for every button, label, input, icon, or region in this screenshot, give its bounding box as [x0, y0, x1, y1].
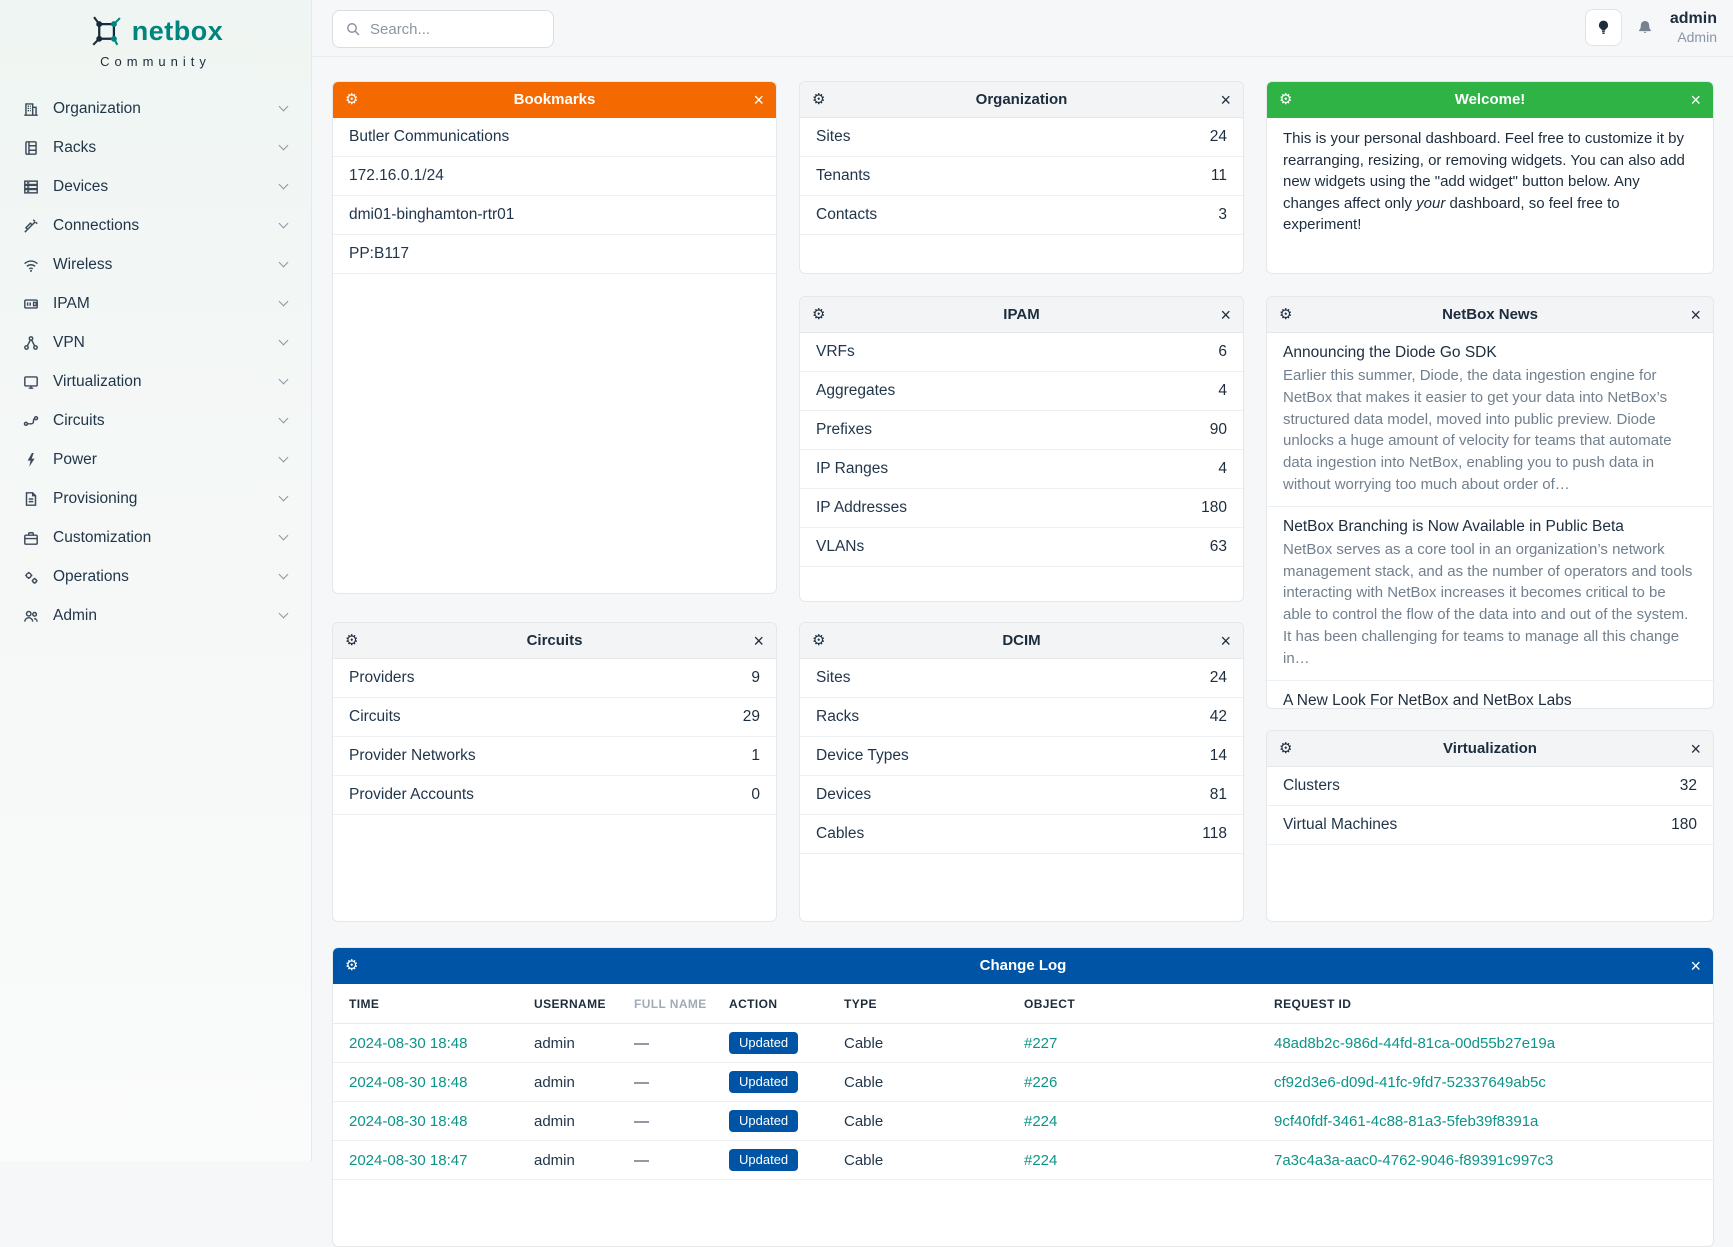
chevron-down-icon [279, 180, 289, 190]
stat-label: Virtual Machines [1283, 816, 1397, 834]
sidebar-nav [0, 89, 311, 635]
changelog-action [729, 1032, 844, 1054]
sidebar-item-label: IPAM [53, 295, 280, 313]
stat-row[interactable] [800, 776, 1243, 815]
stat-row[interactable] [333, 776, 776, 815]
ipam-widget [799, 296, 1244, 602]
ipam-widget-header [800, 297, 1243, 333]
racks-icon [22, 139, 40, 157]
widget-title: Organization [800, 91, 1243, 108]
stat-value[interactable]: 11 [1211, 167, 1227, 185]
close-icon[interactable]: × [1690, 957, 1701, 975]
stat-row[interactable] [800, 659, 1243, 698]
sidebar-item-virtualization[interactable] [0, 362, 311, 401]
widget-title: Circuits [333, 632, 776, 649]
stat-label: Tenants [816, 167, 870, 185]
chevron-down-icon [279, 297, 289, 307]
ipam-icon [22, 295, 40, 313]
stat-label: Sites [816, 128, 850, 146]
vpn-icon [22, 334, 40, 352]
changelog-object-link[interactable]: #227 [1024, 1035, 1274, 1052]
changelog-type: Cable [844, 1152, 1024, 1169]
sidebar-item-label: Power [53, 451, 280, 469]
stat-row[interactable] [800, 450, 1243, 489]
sidebar-item-vpn[interactable] [0, 323, 311, 362]
stat-value[interactable]: 4 [1218, 382, 1227, 400]
stat-value[interactable]: 14 [1210, 747, 1227, 765]
sidebar-item-label: Devices [53, 178, 280, 196]
organization-widget-header [800, 82, 1243, 118]
devices-icon [22, 178, 40, 196]
bookmark-item[interactable]: PP:B117 [333, 235, 776, 274]
sidebar-item-label: Connections [53, 217, 280, 235]
column-header-full-name: FULL NAME [634, 997, 729, 1011]
username: admin [1670, 10, 1717, 28]
stat-row[interactable] [1267, 806, 1713, 845]
widget-title: Welcome! [1267, 91, 1713, 108]
stat-label: Prefixes [816, 421, 872, 439]
sidebar-item-operations[interactable] [0, 557, 311, 596]
stat-row[interactable] [800, 118, 1243, 157]
welcome-italic-word: your [1416, 195, 1445, 212]
chevron-down-icon [279, 102, 289, 112]
close-icon[interactable]: × [1690, 91, 1701, 109]
stat-row[interactable] [800, 372, 1243, 411]
column-header-object: OBJECT [1024, 997, 1274, 1011]
close-icon[interactable]: × [1220, 91, 1231, 109]
stat-value[interactable]: 0 [751, 786, 760, 804]
gear-icon[interactable]: ⚙ [1279, 741, 1292, 756]
changelog-widget [332, 947, 1714, 1247]
main-content [312, 0, 1733, 1161]
wireless-icon [22, 256, 40, 274]
sidebar-item-label: VPN [53, 334, 280, 352]
news-article [1267, 681, 1713, 709]
search-box[interactable] [332, 10, 554, 48]
gear-icon[interactable]: ⚙ [812, 633, 825, 648]
netbox-news-widget [1266, 296, 1714, 709]
changelog-time-link[interactable]: 2024-08-30 18:48 [349, 1113, 534, 1130]
stat-label: Devices [816, 786, 871, 804]
stat-row[interactable] [800, 196, 1243, 235]
chevron-down-icon [279, 219, 289, 229]
stat-label: Providers [349, 669, 414, 687]
netbox-logo [88, 12, 126, 50]
sidebar-item-label: Racks [53, 139, 280, 157]
stat-row[interactable] [333, 698, 776, 737]
column-header-request-id: REQUEST ID [1274, 997, 1697, 1011]
stat-value[interactable]: 29 [743, 708, 760, 726]
sidebar-item-organization[interactable] [0, 89, 311, 128]
changelog-object-link[interactable]: #224 [1024, 1152, 1274, 1169]
changelog-full-name: — [634, 1074, 729, 1091]
widget-title: Change Log [333, 957, 1713, 974]
widget-title: IPAM [800, 306, 1243, 323]
stat-label: Provider Accounts [349, 786, 474, 804]
stat-value[interactable]: 180 [1201, 499, 1227, 517]
changelog-table-header [333, 984, 1713, 1024]
dcim-widget [799, 622, 1244, 922]
sidebar-item-label: Admin [53, 607, 280, 625]
changelog-action [729, 1071, 844, 1093]
gear-icon[interactable]: ⚙ [1279, 307, 1292, 322]
connections-icon [22, 217, 40, 235]
changelog-request-id-link[interactable]: 48ad8b2c-986d-44fd-81ca-00d55b27e19a [1274, 1035, 1697, 1052]
column-header-username: USERNAME [534, 997, 634, 1011]
changelog-type: Cable [844, 1113, 1024, 1130]
stat-value[interactable]: 6 [1218, 343, 1227, 361]
news-article-title[interactable]: Announcing the Diode Go SDK [1283, 342, 1697, 364]
stat-row[interactable] [800, 528, 1243, 567]
lightbulb-icon [1595, 19, 1612, 36]
search-input[interactable] [370, 21, 530, 38]
virtualization-widget [1266, 730, 1714, 922]
stat-label: Racks [816, 708, 859, 726]
close-icon[interactable]: × [753, 632, 764, 650]
gear-icon[interactable]: ⚙ [812, 92, 825, 107]
stat-label: Aggregates [816, 382, 895, 400]
action-badge: Updated [729, 1110, 798, 1132]
stat-row[interactable] [333, 659, 776, 698]
close-icon[interactable]: × [1220, 306, 1231, 324]
changelog-action [729, 1110, 844, 1132]
action-badge: Updated [729, 1071, 798, 1093]
news-article [1267, 333, 1713, 507]
chevron-down-icon [279, 570, 289, 580]
search-icon [345, 21, 361, 37]
gear-icon[interactable]: ⚙ [812, 307, 825, 322]
widget-title: NetBox News [1267, 306, 1713, 323]
stat-row[interactable] [1267, 767, 1713, 806]
news-article-body: Earlier this summer, Diode, the data ingestion engine for NetBox that makes it easier to get your data into NetBox’s structured data model, moved into public preview. Diode unlocks a huge amount of velocity for teams that automate data ingestion into NetBox, enabling you to push data in without worrying too much about order of… [1283, 365, 1697, 496]
stat-value[interactable]: 90 [1210, 421, 1227, 439]
theme-toggle-button[interactable] [1585, 9, 1622, 46]
chevron-down-icon [279, 609, 289, 619]
bookmark-item[interactable]: dmi01-binghamton-rtr01 [333, 196, 776, 235]
stat-value[interactable]: 4 [1218, 460, 1227, 478]
changelog-time-link[interactable]: 2024-08-30 18:47 [349, 1152, 534, 1169]
dcim-widget-header [800, 623, 1243, 659]
changelog-object-link[interactable]: #226 [1024, 1074, 1274, 1091]
stat-label: IP Ranges [816, 460, 888, 478]
changelog-username: admin [534, 1152, 634, 1169]
stat-row[interactable] [800, 815, 1243, 854]
column-header-type: TYPE [844, 997, 1024, 1011]
stat-label: Circuits [349, 708, 401, 726]
sidebar-item-racks[interactable] [0, 128, 311, 167]
changelog-widget-header [333, 948, 1713, 984]
stat-label: Clusters [1283, 777, 1340, 795]
organization-widget [799, 81, 1244, 274]
stat-value[interactable]: 9 [751, 669, 760, 687]
changelog-object-link[interactable]: #224 [1024, 1113, 1274, 1130]
chevron-down-icon [279, 258, 289, 268]
sidebar-item-label: Customization [53, 529, 280, 547]
changelog-username: admin [534, 1113, 634, 1130]
stat-row[interactable] [800, 698, 1243, 737]
news-article-title[interactable]: A New Look For NetBox and NetBox Labs [1283, 690, 1697, 709]
changelog-action [729, 1149, 844, 1171]
gear-icon[interactable]: ⚙ [345, 958, 358, 973]
brand-subtitle: Community [0, 54, 311, 69]
welcome-widget-header [1267, 82, 1713, 118]
gear-icon[interactable]: ⚙ [345, 92, 358, 107]
sidebar-item-label: Operations [53, 568, 280, 586]
stat-value[interactable]: 42 [1210, 708, 1227, 726]
admin-icon [22, 607, 40, 625]
topbar [312, 0, 1733, 57]
changelog-full-name: — [634, 1152, 729, 1169]
stat-value[interactable]: 3 [1218, 206, 1227, 224]
notifications-button[interactable] [1636, 19, 1654, 37]
bookmark-item[interactable]: 172.16.0.1/24 [333, 157, 776, 196]
stat-value[interactable]: 1 [751, 747, 760, 765]
chevron-down-icon [279, 531, 289, 541]
sidebar [0, 0, 312, 1161]
widget-title: DCIM [800, 632, 1243, 649]
sidebar-item-power[interactable] [0, 440, 311, 479]
news-widget-header [1267, 297, 1713, 333]
column-header-action: ACTION [729, 997, 844, 1011]
stat-label: VRFs [816, 343, 855, 361]
circuits-widget-header [333, 623, 776, 659]
table-row [333, 1063, 1713, 1102]
sidebar-item-customization[interactable] [0, 518, 311, 557]
sidebar-item-circuits[interactable] [0, 401, 311, 440]
changelog-request-id-link[interactable]: 7a3c4a3a-aac0-4762-9046-f89391c997c3 [1274, 1152, 1697, 1169]
changelog-time-link[interactable]: 2024-08-30 18:48 [349, 1035, 534, 1052]
changelog-request-id-link[interactable]: cf92d3e6-d09d-41fc-9fd7-52337649ab5c [1274, 1074, 1697, 1091]
stat-value[interactable]: 24 [1210, 128, 1227, 146]
stat-row[interactable] [800, 411, 1243, 450]
chevron-down-icon [279, 375, 289, 385]
news-article [1267, 507, 1713, 681]
bookmarks-widget [332, 81, 777, 594]
bell-icon [1636, 19, 1654, 37]
virtualization-icon [22, 373, 40, 391]
changelog-time-link[interactable]: 2024-08-30 18:48 [349, 1074, 534, 1091]
stat-value[interactable]: 81 [1210, 786, 1227, 804]
changelog-request-id-link[interactable]: 9cf40fdf-3461-4c88-81a3-5feb39f8391a [1274, 1113, 1697, 1130]
stat-label: Sites [816, 669, 850, 687]
bookmark-item[interactable]: Butler Communications [333, 118, 776, 157]
stat-value[interactable]: 32 [1680, 777, 1697, 795]
sidebar-item-wireless[interactable] [0, 245, 311, 284]
changelog-full-name: — [634, 1113, 729, 1130]
sidebar-item-devices[interactable] [0, 167, 311, 206]
sidebar-item-label: Wireless [53, 256, 280, 274]
column-header-time: TIME [349, 997, 534, 1011]
power-icon [22, 451, 40, 469]
stat-value[interactable]: 118 [1202, 825, 1227, 843]
stat-value[interactable]: 180 [1671, 816, 1697, 834]
sidebar-item-provisioning[interactable] [0, 479, 311, 518]
stat-label: VLANs [816, 538, 864, 556]
gear-icon[interactable]: ⚙ [345, 633, 358, 648]
close-icon[interactable]: × [1690, 740, 1701, 758]
action-badge: Updated [729, 1149, 798, 1171]
circuits-widget [332, 622, 777, 922]
welcome-widget [1266, 81, 1714, 274]
virtualization-widget-header [1267, 731, 1713, 767]
stat-row[interactable] [800, 737, 1243, 776]
provisioning-icon [22, 490, 40, 508]
stat-row[interactable] [800, 489, 1243, 528]
gear-icon[interactable]: ⚙ [1279, 92, 1292, 107]
widget-title: Virtualization [1267, 740, 1713, 757]
user-role: Admin [1670, 29, 1717, 45]
news-article-title[interactable]: NetBox Branching is Now Available in Public Beta [1283, 516, 1697, 538]
sidebar-item-label: Circuits [53, 412, 280, 430]
stat-value[interactable]: 24 [1210, 669, 1227, 687]
sidebar-item-admin[interactable] [0, 596, 311, 635]
stat-value[interactable]: 63 [1210, 538, 1227, 556]
user-menu[interactable] [1670, 10, 1717, 44]
chevron-down-icon [279, 336, 289, 346]
chevron-down-icon [279, 492, 289, 502]
changelog-type: Cable [844, 1035, 1024, 1052]
sidebar-item-label: Virtualization [53, 373, 280, 391]
changelog-username: admin [534, 1074, 634, 1091]
stat-row[interactable] [800, 333, 1243, 372]
changelog-username: admin [534, 1035, 634, 1052]
widget-title: Bookmarks [333, 91, 776, 108]
news-article-body: NetBox serves as a core tool in an organization’s network management stack, and as the number of operators and tools interacting with NetBox increases it becomes critical to be able to control the flow of the data into and out of the system. It has been challenging for teams to manage all this change in… [1283, 539, 1697, 670]
stat-row[interactable] [800, 157, 1243, 196]
welcome-text: This is your personal dashboard. Feel free to customize it by rearranging, resizing, or removing widgets. You can also add new widgets using the "add widget" button below. Any changes affect only your dashboard, so feel free to experiment! [1267, 118, 1713, 246]
changelog-full-name: — [634, 1035, 729, 1052]
stat-label: Device Types [816, 747, 909, 765]
chevron-down-icon [279, 141, 289, 151]
table-row [333, 1102, 1713, 1141]
close-icon[interactable]: × [1690, 306, 1701, 324]
changelog-type: Cable [844, 1074, 1024, 1091]
customization-icon [22, 529, 40, 547]
sidebar-item-ipam[interactable] [0, 284, 311, 323]
sidebar-item-connections[interactable] [0, 206, 311, 245]
chevron-down-icon [279, 414, 289, 424]
stat-label: Provider Networks [349, 747, 476, 765]
brand[interactable] [0, 0, 311, 69]
operations-icon [22, 568, 40, 586]
close-icon[interactable]: × [1220, 632, 1231, 650]
brand-name: netbox [132, 16, 224, 47]
stat-row[interactable] [333, 737, 776, 776]
stat-label: Cables [816, 825, 864, 843]
table-row [333, 1024, 1713, 1063]
circuits-icon [22, 412, 40, 430]
bookmarks-widget-header [333, 82, 776, 118]
sidebar-item-label: Organization [53, 100, 280, 118]
close-icon[interactable]: × [753, 91, 764, 109]
stat-label: Contacts [816, 206, 877, 224]
sidebar-item-label: Provisioning [53, 490, 280, 508]
chevron-down-icon [279, 453, 289, 463]
stat-label: IP Addresses [816, 499, 907, 517]
action-badge: Updated [729, 1032, 798, 1054]
organization-icon [22, 100, 40, 118]
